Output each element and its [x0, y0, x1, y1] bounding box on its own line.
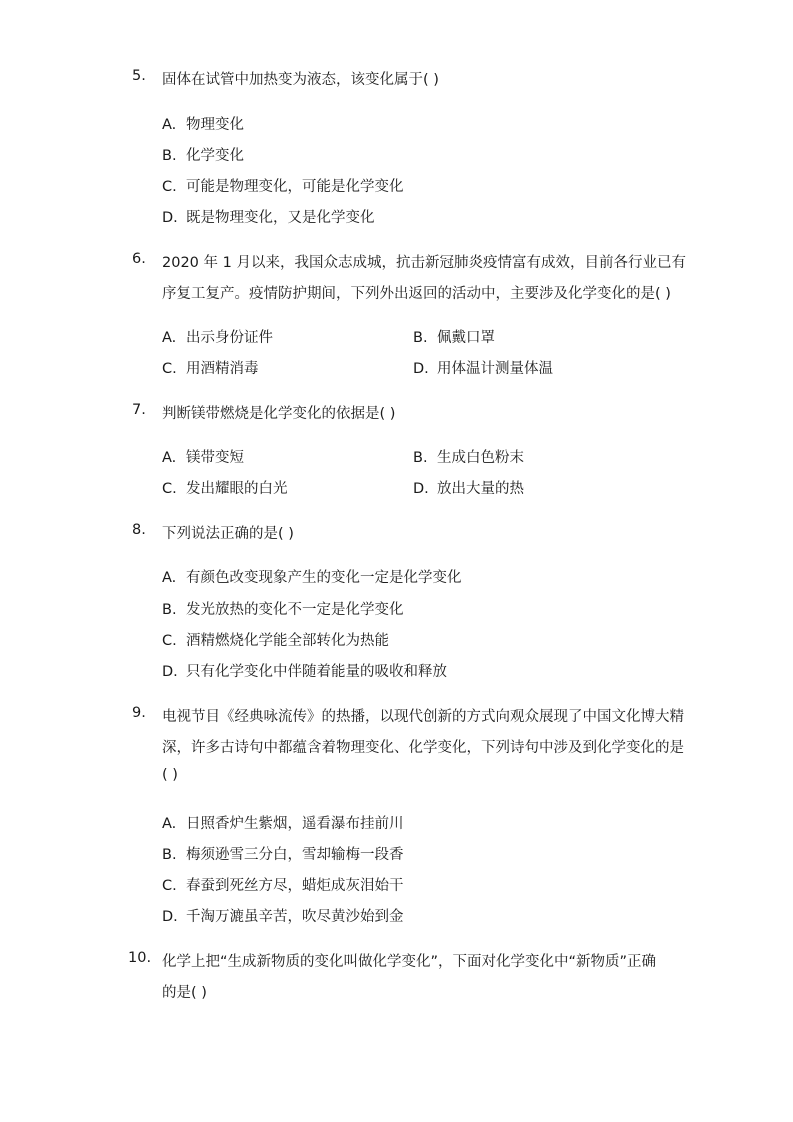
option-d: D. 既是物理变化，又是化学变化 — [162, 210, 375, 226]
question-text: 2020 年 1 月以来，我国众志成城，抗击新冠肺炎疫情富有成效，目前各行业已有 — [162, 255, 686, 271]
option-d: D. 千淘万漉虽辛苦，吹尽黄沙始到金 — [162, 909, 404, 925]
question-text: 固体在试管中加热变为液态，该变化属于( ) — [162, 72, 439, 88]
question-number: 10. — [128, 950, 152, 966]
option-b: B. 发光放热的变化不一定是化学变化 — [162, 602, 404, 618]
option-d: D. 用体温计测量体温 — [413, 361, 553, 377]
option-c: C. 可能是物理变化，可能是化学变化 — [162, 179, 404, 195]
question-text: 判断镁带燃烧是化学变化的依据是( ) — [162, 406, 396, 422]
question-text: ( ) — [162, 767, 178, 783]
option-c: C. 酒精燃烧化学能全部转化为热能 — [162, 633, 389, 649]
option-a: A. 物理变化 — [162, 117, 244, 133]
question-text: 序复工复产。疫情防护期间，下列外出返回的活动中，主要涉及化学变化的是( ) — [162, 286, 671, 302]
question-text: 电视节目《经典咏流传》的热播，以现代创新的方式向观众展现了中国文化博大精 — [162, 709, 684, 725]
question-text: 下列说法正确的是( ) — [162, 526, 294, 542]
option-c: C. 春蚕到死丝方尽，蜡炬成灰泪始干 — [162, 878, 404, 894]
question-number: 5. — [132, 68, 146, 84]
question-text: 深，许多古诗句中都蕴含着物理变化、化学变化，下列诗句中涉及到化学变化的是 — [162, 740, 684, 756]
option-c: C. 发出耀眼的白光 — [162, 481, 288, 497]
question-number: 8. — [132, 522, 146, 538]
question-text: 化学上把“生成新物质的变化叫做化学变化”，下面对化学变化中“新物质”正确 — [162, 954, 657, 970]
option-a: A. 有颜色改变现象产生的变化一定是化学变化 — [162, 570, 462, 586]
option-a: A. 日照香炉生紫烟，遥看瀑布挂前川 — [162, 816, 404, 832]
option-d: D. 放出大量的热 — [413, 481, 524, 497]
question-number: 6. — [132, 251, 146, 267]
option-d: D. 只有化学变化中伴随着能量的吸收和释放 — [162, 664, 447, 680]
option-b: B. 梅须逊雪三分白，雪却输梅一段香 — [162, 847, 404, 863]
option-b: B. 佩戴口罩 — [413, 330, 495, 346]
option-b: B. 生成白色粉末 — [413, 450, 524, 466]
question-number: 9. — [132, 705, 146, 721]
question-text: 的是( ) — [162, 985, 207, 1001]
option-a: A. 出示身份证件 — [162, 330, 273, 346]
option-a: A. 镁带变短 — [162, 450, 244, 466]
option-b: B. 化学变化 — [162, 148, 244, 164]
question-number: 7. — [132, 402, 146, 418]
option-c: C. 用酒精消毒 — [162, 361, 259, 377]
